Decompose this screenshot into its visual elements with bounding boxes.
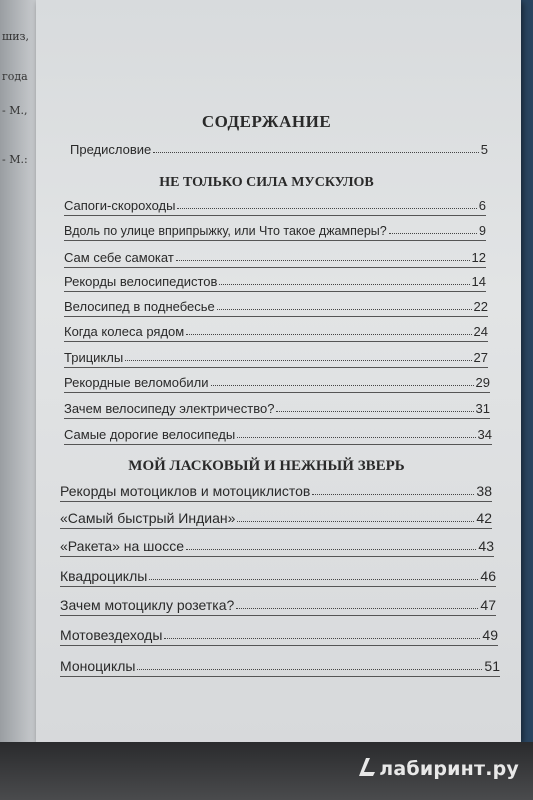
labirint-watermark (357, 756, 519, 780)
toc-entry-page: 29 (475, 375, 490, 390)
toc-entry (60, 658, 500, 677)
toc-entry-page: 42 (476, 510, 492, 526)
toc-entry-label: Вдоль по улице вприпрыжку, или Что такое джамперы? (64, 224, 387, 238)
leader-dots (236, 608, 478, 609)
toc-entry-page: 31 (475, 401, 490, 416)
toc-entry-label: Когда колеса рядом (64, 324, 185, 339)
toc-entry-label: Квадроциклы (60, 568, 148, 584)
toc-entry-page: 22 (473, 299, 488, 314)
leader-dots (186, 549, 476, 550)
toc-entry-preface (70, 142, 488, 159)
toc-entry-page: 51 (484, 658, 500, 674)
leader-dots (217, 309, 472, 310)
left-page-fragment: шиз, (2, 30, 30, 43)
toc-entry (64, 401, 490, 419)
toc-entry-label: Велосипед в поднебесье (64, 299, 215, 314)
toc-entry (64, 375, 490, 393)
toc-entry-label: «Ракета» на шоссе (60, 538, 184, 554)
toc-entry-page: 46 (480, 568, 496, 584)
toc-entry (64, 350, 488, 368)
leader-dots (237, 521, 474, 522)
toc-entry-page: 47 (480, 597, 496, 613)
toc-entry (64, 250, 486, 268)
toc-entry (64, 198, 486, 216)
leader-dots (211, 385, 474, 386)
toc-entry-page: 12 (471, 250, 486, 265)
toc-entry-page: 38 (476, 483, 492, 499)
leader-dots (149, 579, 478, 580)
toc-title: СОДЕРЖАНИЕ (201, 112, 332, 131)
toc-entry-page: 14 (471, 274, 486, 289)
toc-entry-label: Сапоги-скороходы (64, 198, 176, 213)
section-heading: МОЙ ЛАСКОВЫЙ И НЕЖНЫЙ ЗВЕРЬ (128, 458, 405, 474)
toc-entry (64, 274, 486, 292)
toc-entry-page: 49 (482, 627, 498, 643)
leader-dots (219, 284, 469, 285)
toc-entry (64, 427, 492, 445)
leader-dots (176, 260, 470, 261)
toc-entry-page: 43 (478, 538, 494, 554)
toc-entry-label: Зачем велосипеду электричество? (64, 401, 275, 416)
toc-entry (60, 510, 492, 529)
toc-entry-page: 24 (473, 324, 488, 339)
toc-entry (60, 538, 494, 557)
toc-entry (64, 299, 488, 317)
toc-entry (60, 568, 496, 587)
toc-entry-label: Рекорды велосипедистов (64, 274, 218, 289)
watermark-text: лабиринт.ру (379, 758, 519, 780)
labirint-logo-icon (357, 756, 377, 778)
toc-entry-label: Зачем мотоциклу розетка? (60, 597, 235, 613)
toc-entry-page: 27 (473, 350, 488, 365)
toc-entry-label: Рекордные веломобили (64, 375, 209, 390)
toc-entry-page: 34 (477, 427, 492, 442)
toc-entry (60, 483, 492, 502)
toc-entry-label: Трициклы (64, 350, 124, 365)
toc-entry-label: Моноциклы (60, 658, 136, 674)
toc-entry (60, 627, 498, 646)
toc-entry-label: Предисловие (70, 142, 152, 157)
leader-dots (237, 437, 475, 438)
toc-entry-label: Мотовездеходы (60, 627, 163, 643)
leader-dots (153, 152, 479, 153)
toc-entry-page: 6 (478, 198, 486, 213)
toc-entry (60, 597, 496, 616)
toc-entry-label: Сам себе самокат (64, 250, 174, 265)
toc-entry-page: 9 (479, 224, 486, 238)
leader-dots (164, 638, 480, 639)
leader-dots (312, 494, 474, 495)
left-page-fragment: года (2, 70, 28, 83)
toc-entry (64, 224, 486, 241)
leader-dots (389, 233, 477, 234)
toc-entry-label: Рекорды мотоциклов и мотоциклистов (60, 483, 311, 499)
leader-dots (137, 669, 482, 670)
leader-dots (125, 360, 471, 361)
toc-entry-label: Самые дорогие велосипеды (64, 427, 236, 442)
leader-dots (177, 208, 476, 209)
left-page-fragment: - М., (2, 104, 28, 117)
leader-dots (186, 334, 471, 335)
left-page-fragment: - М.: (2, 153, 28, 166)
leader-dots (276, 411, 473, 412)
section-heading: НЕ ТОЛЬКО СИЛА МУСКУЛОВ (159, 175, 374, 190)
toc-entry (64, 324, 488, 342)
toc-entry-label: «Самый быстрый Индиан» (60, 510, 236, 526)
toc-entry-page: 5 (480, 142, 488, 157)
